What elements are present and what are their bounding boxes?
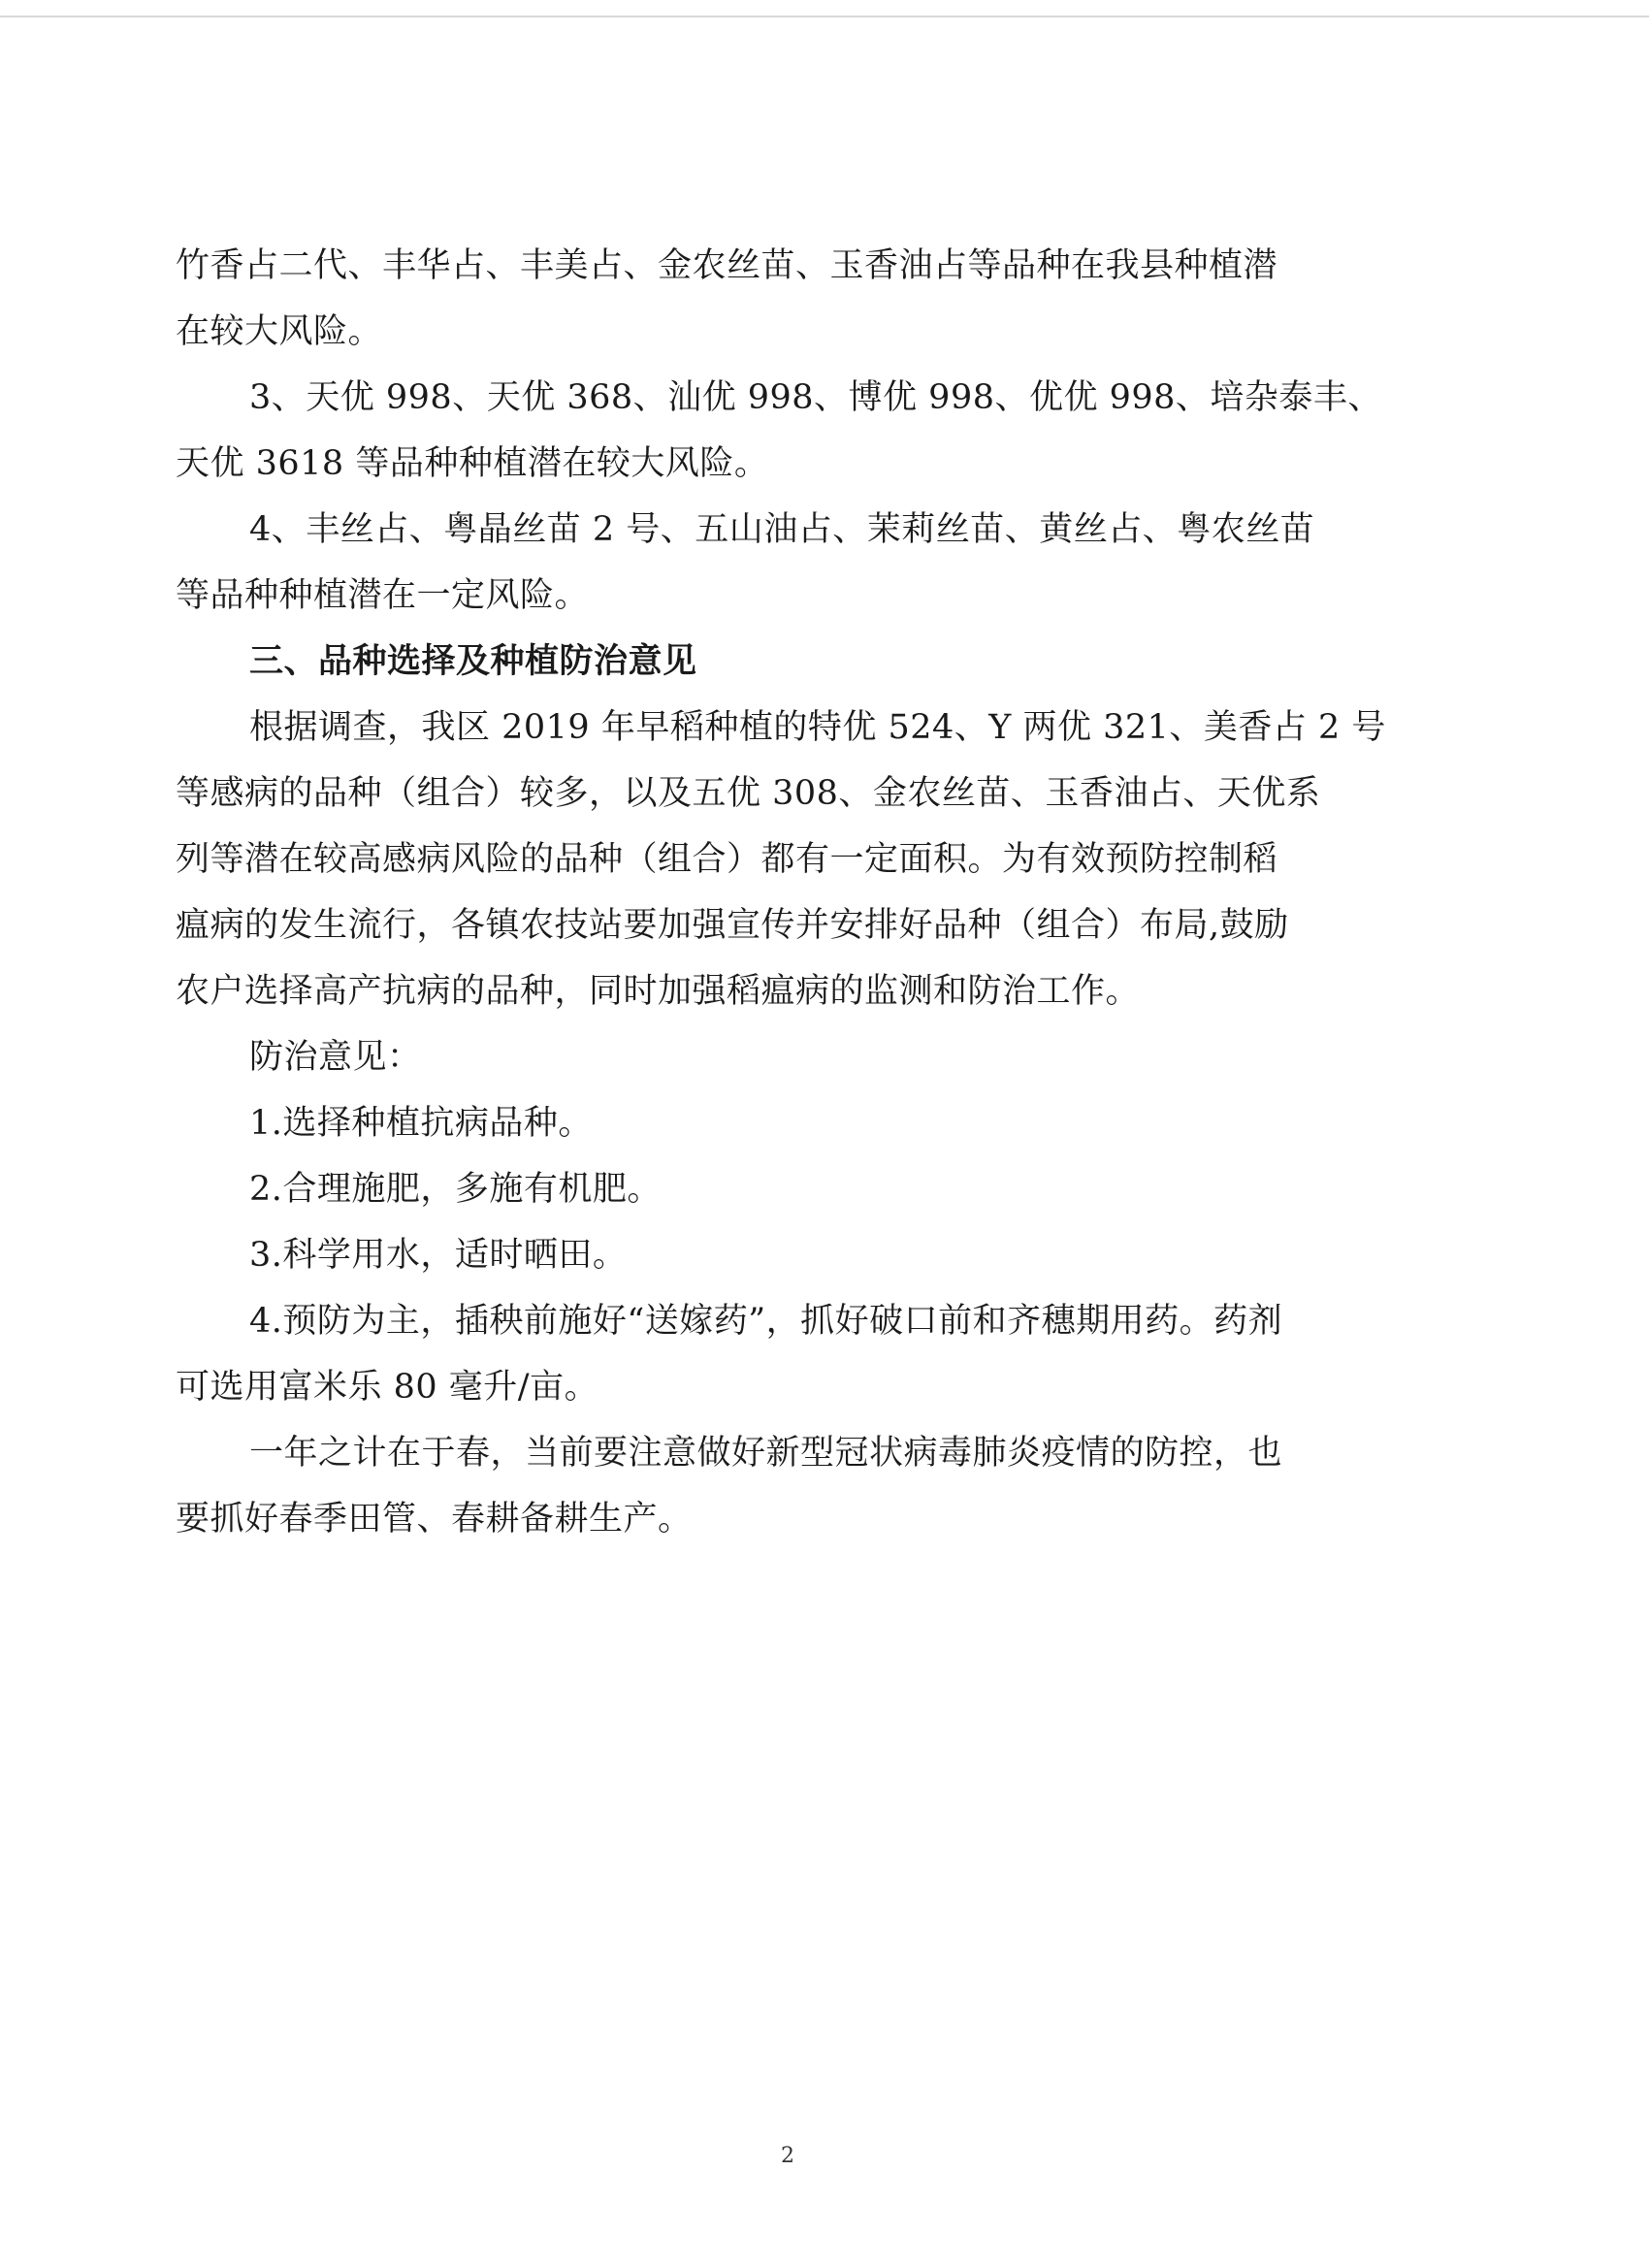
document-body	[176, 233, 1407, 1552]
paragraph-line: 天优 3618 等品种种植潜在较大风险。	[176, 444, 769, 483]
paragraph-line: 要抓好春季田管、春耕备耕生产。	[176, 1500, 693, 1539]
paragraph-line: 4、丰丝占、粤晶丝苗 2 号、五山油占、茉莉丝苗、黄丝占、粤农丝苗	[249, 510, 1315, 549]
page-number: 2	[781, 2144, 794, 2168]
paragraph-line: 在较大风险。	[176, 312, 383, 351]
paragraph-line: 等品种种植潜在一定风险。	[176, 576, 590, 615]
paragraph-line: 列等潜在较高感病风险的品种（组合）都有一定面积。为有效预防控制稻	[176, 840, 1278, 879]
paragraph-line: 防治意见：	[249, 1038, 422, 1077]
paragraph-line: 3、天优 998、天优 368、汕优 998、博优 998、优优 998、培杂泰丰、	[249, 378, 1382, 417]
paragraph-line: 根据调查，我区 2019 年早稻种植的特优 524、Y 两优 321、美香占 2 号	[249, 708, 1386, 747]
list-item: 1.选择种植抗病品种。	[249, 1104, 593, 1143]
list-item: 4.预防为主，插秧前施好“送嫁药”，抓好破口前和齐穗期用药。药剂	[249, 1302, 1283, 1341]
scan-edge-line	[0, 16, 1649, 17]
paragraph-line: 一年之计在于春，当前要注意做好新型冠状病毒肺炎疫情的防控，也	[249, 1434, 1283, 1473]
paragraph-line: 竹香占二代、丰华占、丰美占、金农丝苗、玉香油占等品种在我县种植潜	[176, 246, 1278, 285]
paragraph-line: 农户选择高产抗病的品种，同时加强稻瘟病的监测和防治工作。	[176, 972, 1141, 1011]
paragraph-line: 等感病的品种（组合）较多，以及五优 308、金农丝苗、玉香油占、天优系	[176, 774, 1321, 813]
paragraph-line: 瘟病的发生流行，各镇农技站要加强宣传并安排好品种（组合）布局,鼓励	[176, 906, 1289, 945]
list-item: 3.科学用水，适时晒田。	[249, 1236, 628, 1275]
section-heading: 三、品种选择及种植防治意见	[249, 642, 697, 681]
paragraph-line: 可选用富米乐 80 毫升/亩。	[176, 1368, 599, 1407]
list-item: 2.合理施肥，多施有机肥。	[249, 1170, 662, 1209]
